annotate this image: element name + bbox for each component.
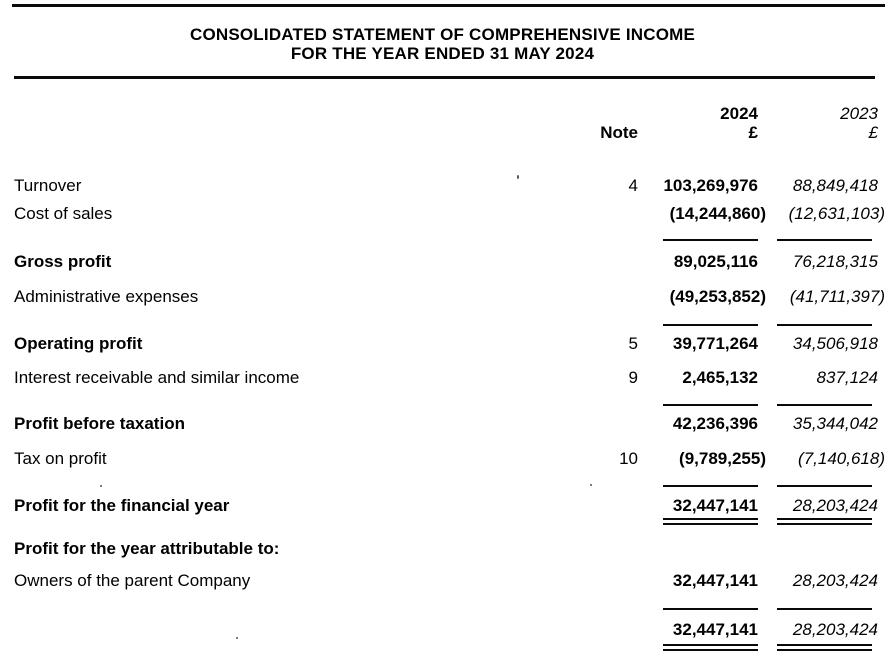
currency-header-row xyxy=(14,123,885,143)
row-note-ref: 4 xyxy=(628,176,638,195)
statement-row-tax-on-profit xyxy=(14,449,885,469)
year-2024-header: 2024 xyxy=(720,104,758,123)
row-value-2023: (41,711,397) xyxy=(789,287,885,306)
row-value-2023: 28,203,424 xyxy=(792,620,878,639)
statement-title-line1: CONSOLIDATED STATEMENT OF COMPREHENSIVE INCOME xyxy=(189,25,696,44)
subtotal-rule-2023 xyxy=(777,485,872,487)
row-label: Owners of the parent Company xyxy=(14,571,251,590)
subtotal-rule-2023 xyxy=(777,239,872,241)
row-value-2023: 28,203,424 xyxy=(792,571,878,590)
year-header-row xyxy=(14,104,885,124)
currency-2023-header: £ xyxy=(868,123,878,142)
row-value-2024: 42,236,396 xyxy=(672,414,758,433)
row-label: Interest receivable and similar income xyxy=(14,368,300,387)
row-value-2024: (49,253,852) xyxy=(669,287,766,306)
subtotal-rule-2024 xyxy=(663,239,758,241)
subtotal-rule-2024 xyxy=(663,608,758,610)
row-value-2024: (14,244,860) xyxy=(669,204,766,223)
subtotal-rule-2024 xyxy=(663,485,758,487)
statement-row-profit-for-year xyxy=(14,496,885,516)
row-value-2024: 103,269,976 xyxy=(663,176,758,195)
row-label: Tax on profit xyxy=(14,449,107,468)
statement-row-profit-before-tax xyxy=(14,414,885,434)
subtotal-rule-2023 xyxy=(777,324,872,326)
row-label: Cost of sales xyxy=(14,204,113,223)
row-note-ref: 9 xyxy=(628,368,638,387)
statement-row-interest-receivable xyxy=(14,368,885,388)
statement-row-final-total xyxy=(14,620,885,640)
statement-row-operating-profit xyxy=(14,334,885,354)
statement-row-gross-profit xyxy=(14,252,885,272)
grand-total-double-rule-2023 xyxy=(777,644,872,651)
row-value-2024: 32,447,141 xyxy=(672,571,758,590)
grand-total-double-rule-2024 xyxy=(663,644,758,651)
currency-2024-header: £ xyxy=(748,123,758,142)
scan-artifact xyxy=(100,485,102,487)
statement-row-cost-of-sales xyxy=(14,204,885,224)
row-value-2023: (7,140,618) xyxy=(798,449,885,468)
grand-total-double-rule-2024 xyxy=(663,518,758,525)
scan-artifact xyxy=(517,175,519,179)
row-value-2023: 76,218,315 xyxy=(792,252,878,271)
row-value-2023: 28,203,424 xyxy=(792,496,878,515)
subtotal-rule-2024 xyxy=(663,404,758,406)
row-note-ref: 10 xyxy=(619,449,638,468)
row-label: Operating profit xyxy=(14,334,143,353)
statement-row-attributable-heading xyxy=(14,539,885,559)
statement-row-turnover xyxy=(14,176,885,196)
row-value-2024: 2,465,132 xyxy=(682,368,758,387)
title-underline-rule xyxy=(14,76,875,79)
year-2023-header: 2023 xyxy=(840,104,878,123)
note-column-header: Note xyxy=(600,123,638,142)
row-value-2023: 88,849,418 xyxy=(792,176,878,195)
row-label: Administrative expenses xyxy=(14,287,199,306)
row-value-2023: 35,344,042 xyxy=(792,414,878,433)
scan-artifact xyxy=(590,484,592,486)
statement-row-owners-of-parent xyxy=(14,571,885,591)
row-value-2023: (12,631,103) xyxy=(788,204,885,223)
row-label: Gross profit xyxy=(14,252,112,271)
row-label: Profit before taxation xyxy=(14,414,185,433)
row-value-2024: 39,771,264 xyxy=(672,334,758,353)
row-label: Turnover xyxy=(14,176,82,195)
grand-total-double-rule-2023 xyxy=(777,518,872,525)
scan-artifact xyxy=(236,637,238,639)
top-rule xyxy=(12,4,885,7)
subtotal-rule-2024 xyxy=(663,324,758,326)
subtotal-rule-2023 xyxy=(777,608,872,610)
row-value-2023: 34,506,918 xyxy=(792,334,878,353)
row-value-2024: (9,789,255) xyxy=(679,449,766,468)
statement-row-admin-expenses xyxy=(14,287,885,307)
row-value-2024: 32,447,141 xyxy=(672,620,758,639)
statement-title-line2: FOR THE YEAR ENDED 31 MAY 2024 xyxy=(290,44,595,63)
row-note-ref: 5 xyxy=(628,334,638,353)
row-label: Profit for the year attributable to: xyxy=(14,539,280,558)
subtotal-rule-2023 xyxy=(777,404,872,406)
row-label: Profit for the financial year xyxy=(14,496,230,515)
row-value-2023: 837,124 xyxy=(816,368,878,387)
row-value-2024: 32,447,141 xyxy=(672,496,758,515)
row-value-2024: 89,025,116 xyxy=(673,252,758,271)
